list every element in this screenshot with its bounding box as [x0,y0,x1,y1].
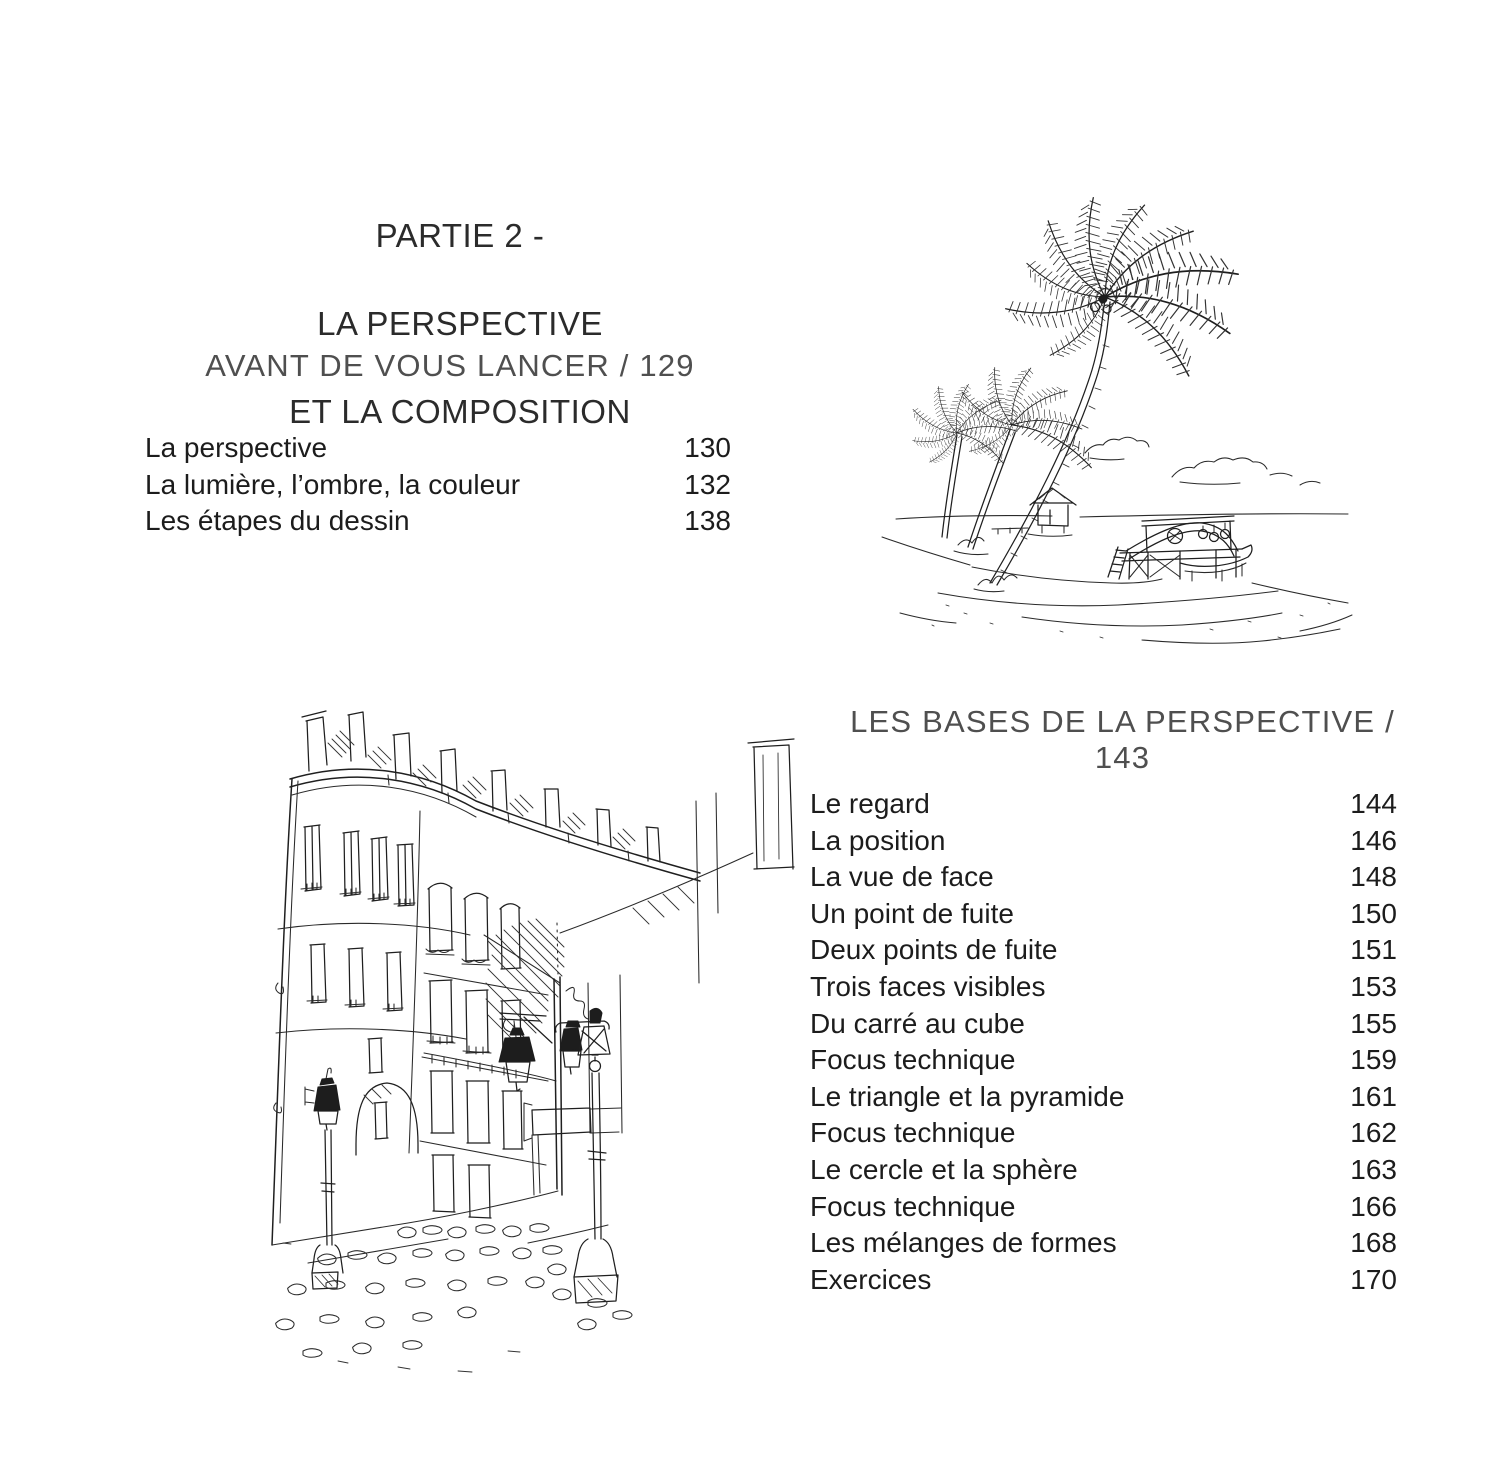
toc-entry-label: Deux points de fuite [810,934,1058,966]
paris-street-sketch-illustration [248,683,808,1383]
toc-list-section2 [810,786,1397,1298]
toc-entry-label: Focus technique [810,1190,1016,1222]
toc-entry [810,1042,1397,1079]
toc-entry [810,786,1397,823]
toc-entry-label: Du carré au cube [810,1007,1025,1039]
toc-entry [810,1262,1397,1299]
toc-entry [810,1006,1397,1043]
toc-entry [810,1225,1397,1262]
toc-entry [145,467,731,504]
beach-palm-sketch-illustration [880,185,1375,650]
toc-entry [810,1152,1397,1189]
toc-entry [810,896,1397,933]
toc-entry-label: Le cercle et la sphère [810,1153,1078,1185]
toc-entry [810,1115,1397,1152]
toc-entry-label: La position [810,824,946,856]
toc-entry-label: Focus technique [810,1117,1016,1149]
toc-entry [810,932,1397,969]
toc-entry-label: Trois faces visibles [810,970,1046,1002]
toc-entry-label: Les mélanges de formes [810,1227,1117,1259]
toc-entry-label: Les étapes du dessin [145,505,410,537]
toc-entry [145,430,731,467]
toc-entry-page: 151 [1350,934,1397,966]
part-title-line3: ET LA COMPOSITION [289,393,631,430]
part-title-line2: LA PERSPECTIVE [317,305,603,342]
toc-entry [810,823,1397,860]
toc-entry-page: 130 [684,432,731,463]
toc-entry-label: La perspective [145,432,328,463]
toc-entry-page: 168 [1350,1227,1397,1259]
toc-entry-page: 155 [1350,1007,1397,1039]
toc-entry [810,1079,1397,1116]
part-title-line1: PARTIE 2 - [375,217,545,254]
toc-entry-page: 162 [1350,1117,1397,1149]
toc-entry [810,859,1397,896]
toc-entry-label: Focus technique [810,1044,1016,1076]
toc-entry-page: 148 [1350,861,1397,893]
toc-entry-label: Un point de fuite [810,897,1014,929]
section-heading-les-bases-de-la-perspective: LES BASES DE LA PERSPECTIVE / 143 [850,704,1395,775]
toc-entry-label: Le regard [810,788,930,819]
toc-entry-page: 138 [684,505,731,537]
toc-entry-label: Exercices [810,1263,932,1295]
toc-entry-page: 150 [1350,897,1397,929]
toc-entry-page: 170 [1350,1263,1397,1295]
toc-entry-label: La vue de face [810,861,994,893]
toc-entry [810,969,1397,1006]
toc-entry-label: La lumière, l’ombre, la couleur [145,468,521,500]
toc-entry-page: 161 [1350,1080,1397,1112]
toc-entry-page: 166 [1350,1190,1397,1222]
toc-entry [810,1189,1397,1226]
toc-entry-page: 159 [1350,1044,1397,1076]
toc-entry [145,503,731,540]
toc-entry-page: 163 [1350,1153,1397,1185]
toc-entry-page: 132 [684,468,731,500]
toc-entry-page: 144 [1350,788,1397,819]
toc-entry-page: 153 [1350,970,1397,1002]
section-heading-avant-de-vous-lancer: AVANT DE VOUS LANCER / 129 [205,348,695,383]
toc-entry-label: Le triangle et la pyramide [810,1080,1125,1112]
toc-entry-page: 146 [1350,824,1397,856]
toc-list-section1 [145,430,731,540]
